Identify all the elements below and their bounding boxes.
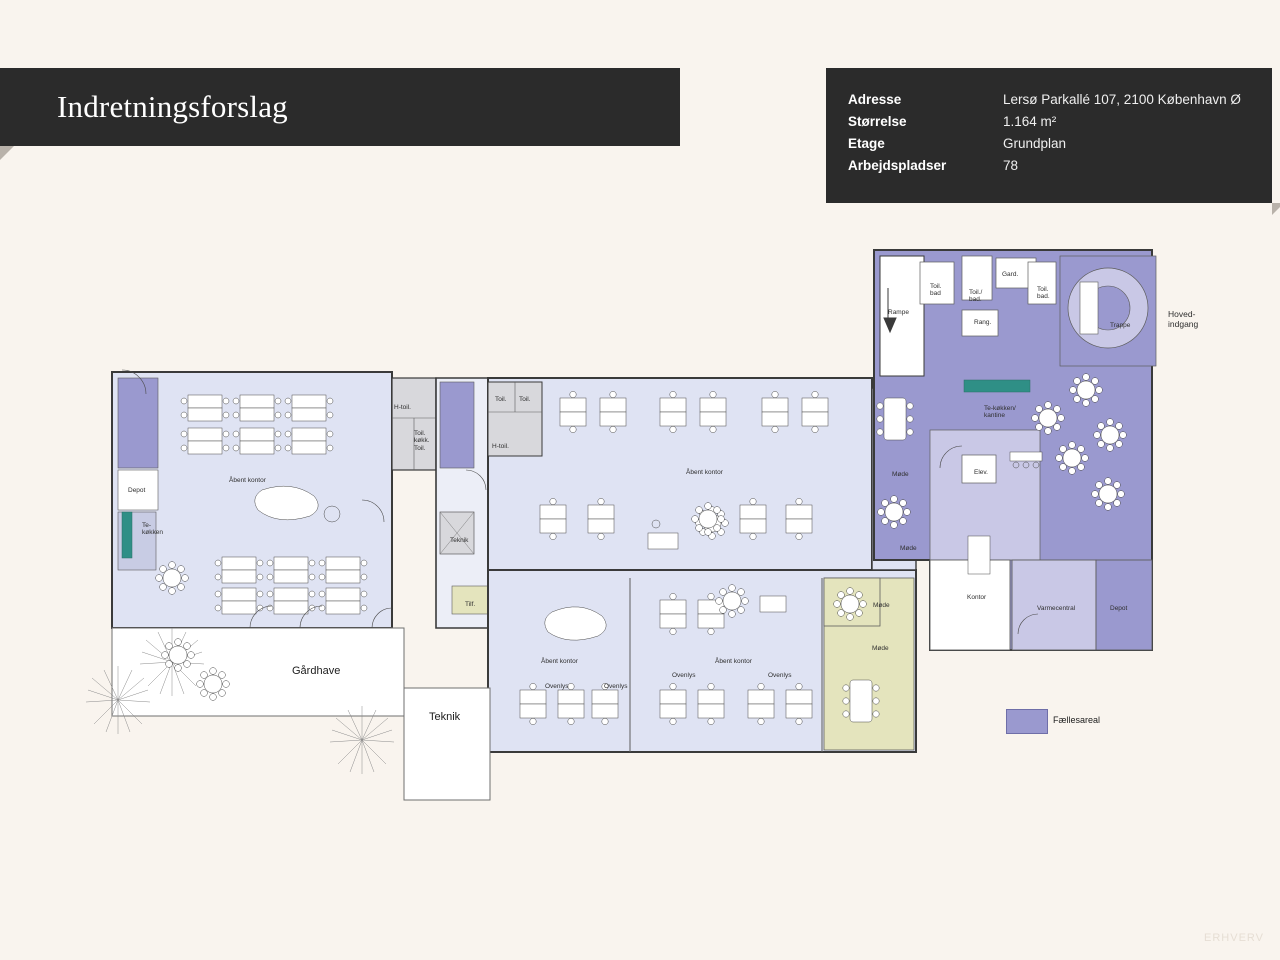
room-label: Toil. bad xyxy=(930,283,942,298)
room-label: Teknik xyxy=(429,711,461,723)
room-label: Toil./ bad. xyxy=(969,289,983,304)
room-label: Trappe xyxy=(1110,322,1131,329)
room-label: Toil. bad. xyxy=(1037,286,1050,301)
room-label: Ovenlys xyxy=(545,683,569,690)
info-label-stoerrelse: Størrelse xyxy=(848,114,907,129)
watermark: ERHVERV xyxy=(1204,932,1264,944)
info-value-arbejdspladser: 78 xyxy=(1003,158,1019,173)
room-label: Kontor xyxy=(967,594,987,601)
legend-label-faellesareal: Fællesareal xyxy=(1053,715,1101,725)
room-label: Møde xyxy=(873,602,890,609)
room-label: Depot xyxy=(128,487,146,494)
room-label: H-toil. xyxy=(394,404,411,411)
info-label-adresse: Adresse xyxy=(848,92,902,107)
page-title: Indretningsforslag xyxy=(57,89,288,124)
info-value-stoerrelse: 1.164 m² xyxy=(1003,114,1057,129)
info-label-arbejdspladser: Arbejdspladser xyxy=(848,158,947,173)
room-label: Toil. xyxy=(519,396,531,403)
room-label: Elev. xyxy=(974,469,988,476)
room-label: Møde xyxy=(872,645,889,652)
legend-swatch-faellesareal xyxy=(1006,709,1048,734)
room-label: Åbent kontor xyxy=(715,658,752,665)
info-value-adresse: Lersø Parkallé 107, 2100 København Ø xyxy=(1003,92,1241,107)
room-label: Ovenlys xyxy=(768,672,792,679)
info-label-etage: Etage xyxy=(848,136,885,151)
room-label: Te- køkken xyxy=(142,522,163,537)
room-label: Te-køkken/ kantine xyxy=(984,405,1016,420)
room-label: Rampe xyxy=(888,309,909,316)
room-label: Åbent kontor xyxy=(541,658,578,665)
room-label: Møde xyxy=(892,471,909,478)
room-label: Åbent kontor xyxy=(229,477,266,484)
room-label: Åbent kontor xyxy=(686,469,723,476)
room-label: H-toil. xyxy=(492,443,509,450)
room-label: Møde xyxy=(900,545,917,552)
room-label: Ovenlys xyxy=(672,672,696,679)
info-value-etage: Grundplan xyxy=(1003,136,1067,151)
room-label: Gårdhave xyxy=(292,665,341,677)
room-label: Teknik xyxy=(450,537,469,544)
room-label: Gard. xyxy=(1002,271,1019,278)
room-label: Depot xyxy=(1110,605,1128,612)
room-label: Rang. xyxy=(974,319,992,326)
room-label: Varmecentral xyxy=(1037,605,1076,612)
room-label: Tilf. xyxy=(465,601,476,608)
room-label: Ovenlys xyxy=(604,683,628,690)
room-label: Toil. køkk. Toil. xyxy=(414,430,430,452)
room-label: Toil. xyxy=(495,396,507,403)
room-label: Hoved- indgang xyxy=(1168,309,1199,329)
